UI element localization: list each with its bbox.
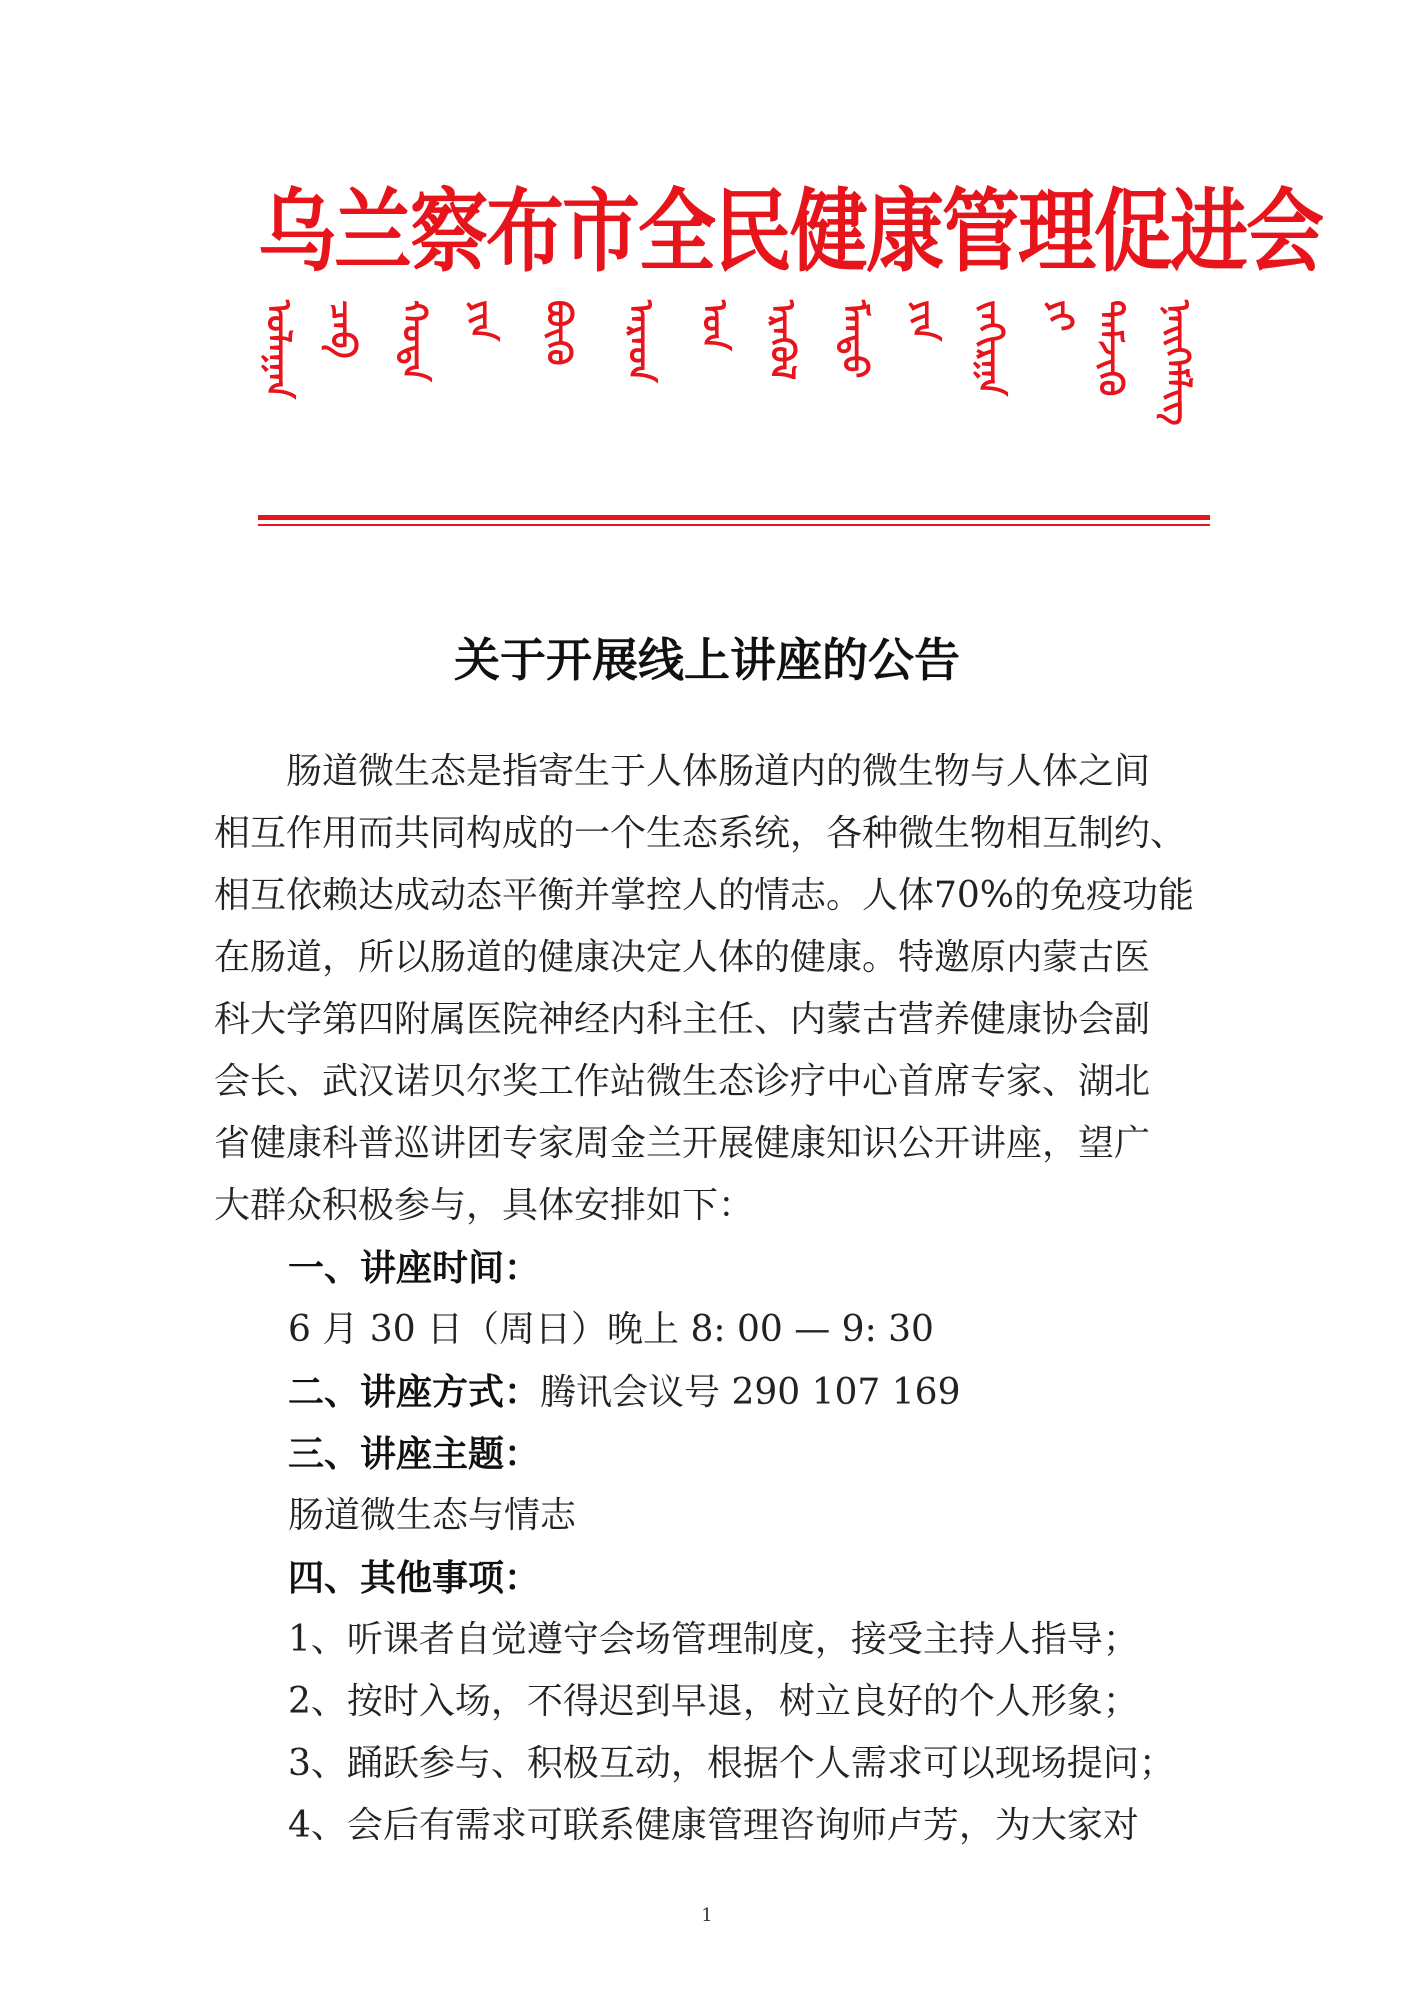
mongolian-word: ᠶᠢ	[1040, 300, 1080, 332]
page-number: 1	[701, 1905, 713, 1926]
mongolian-word: ᠮᠡᠨᠳᠦ	[834, 300, 874, 379]
mongolian-word: ᠶᠢᠨ	[904, 300, 944, 342]
section-topic-value: 肠道微生态与情志	[288, 1495, 577, 1536]
other-item: 4、会后有需求可联系健康管理咨询师卢芳，为大家对	[288, 1805, 1139, 1846]
section-other-heading: 四、其他事项：	[288, 1557, 541, 1599]
section-topic-heading: 三、讲座主题：	[288, 1433, 541, 1475]
mongolian-word: ᠶᠢᠨ	[462, 300, 502, 342]
other-item: 3、踊跃参与、积极互动，根据个人需求可以现场提问；	[288, 1743, 1175, 1784]
mongolian-word: ᠠᠷᠠᠳ	[620, 300, 660, 383]
other-item: 1、听课者自觉遵守会场管理制度，接受主持人指导；	[288, 1619, 1139, 1660]
body-line: 大群众积极参与，具体安排如下：	[214, 1185, 755, 1226]
mongolian-word: ᠨᠡᠢᠭᠡᠮᠯᠢᠭ	[1157, 300, 1197, 426]
header-divider-thick	[258, 515, 1210, 520]
mongolian-word: ᠡᠷᠡᠭᠦᠯ	[762, 300, 802, 381]
section-method-heading: 二、讲座方式：	[288, 1371, 541, 1413]
body-line: 肠道微生态是指寄生于人体肠道内的微生物与人体之间	[214, 751, 1151, 792]
org-name-header: 乌兰察布市全民健康管理促进会	[258, 180, 1323, 285]
mongolian-word: ᠪᠦᠬᠦ	[538, 300, 578, 366]
mongolian-word: ᠤᠨ	[694, 300, 734, 351]
body-line: 在肠道，所以肠道的健康决定人体的健康。特邀原内蒙古医	[214, 937, 1151, 978]
mongolian-word: ᠤᠯᠠᠭᠠᠨ	[258, 300, 298, 400]
body-line: 科大学第四附属医院神经内科主任、内蒙古营养健康协会副	[214, 999, 1151, 1040]
mongolian-word: ᠬᠣᠲᠠ	[394, 300, 434, 382]
section-method-value: 腾讯会议号 290 107 169	[540, 1372, 961, 1413]
notice-title: 关于开展线上讲座的公告	[454, 633, 960, 687]
mongolian-word: ᠳᠡᠮᠵᠢᠬᠦ	[1090, 300, 1130, 397]
mongolian-word: ᠴᠠᠪ	[322, 300, 362, 359]
section-time-heading: 一、讲座时间：	[288, 1247, 541, 1289]
mongolian-word: ᠵᠠᠬᠢᠷᠭᠠ	[970, 300, 1010, 396]
body-line: 省健康科普巡讲团专家周金兰开展健康知识公开讲座，望广	[214, 1123, 1151, 1164]
header-divider-thin	[258, 524, 1210, 526]
section-time-value: 6 月 30 日（周日）晚上 8: 00 — 9: 30	[288, 1309, 934, 1350]
body-line: 会长、武汉诺贝尔奖工作站微生态诊疗中心首席专家、湖北	[214, 1061, 1151, 1102]
section-method-row	[288, 1368, 961, 1417]
body-line: 相互依赖达成动态平衡并掌控人的情志。人体70%的免疫功能	[214, 875, 1195, 916]
other-item: 2、按时入场，不得迟到早退，树立良好的个人形象；	[288, 1681, 1139, 1722]
mongolian-org-name	[255, 300, 1205, 460]
body-line: 相互作用而共同构成的一个生态系统，各种微生物相互制约、	[214, 813, 1187, 854]
